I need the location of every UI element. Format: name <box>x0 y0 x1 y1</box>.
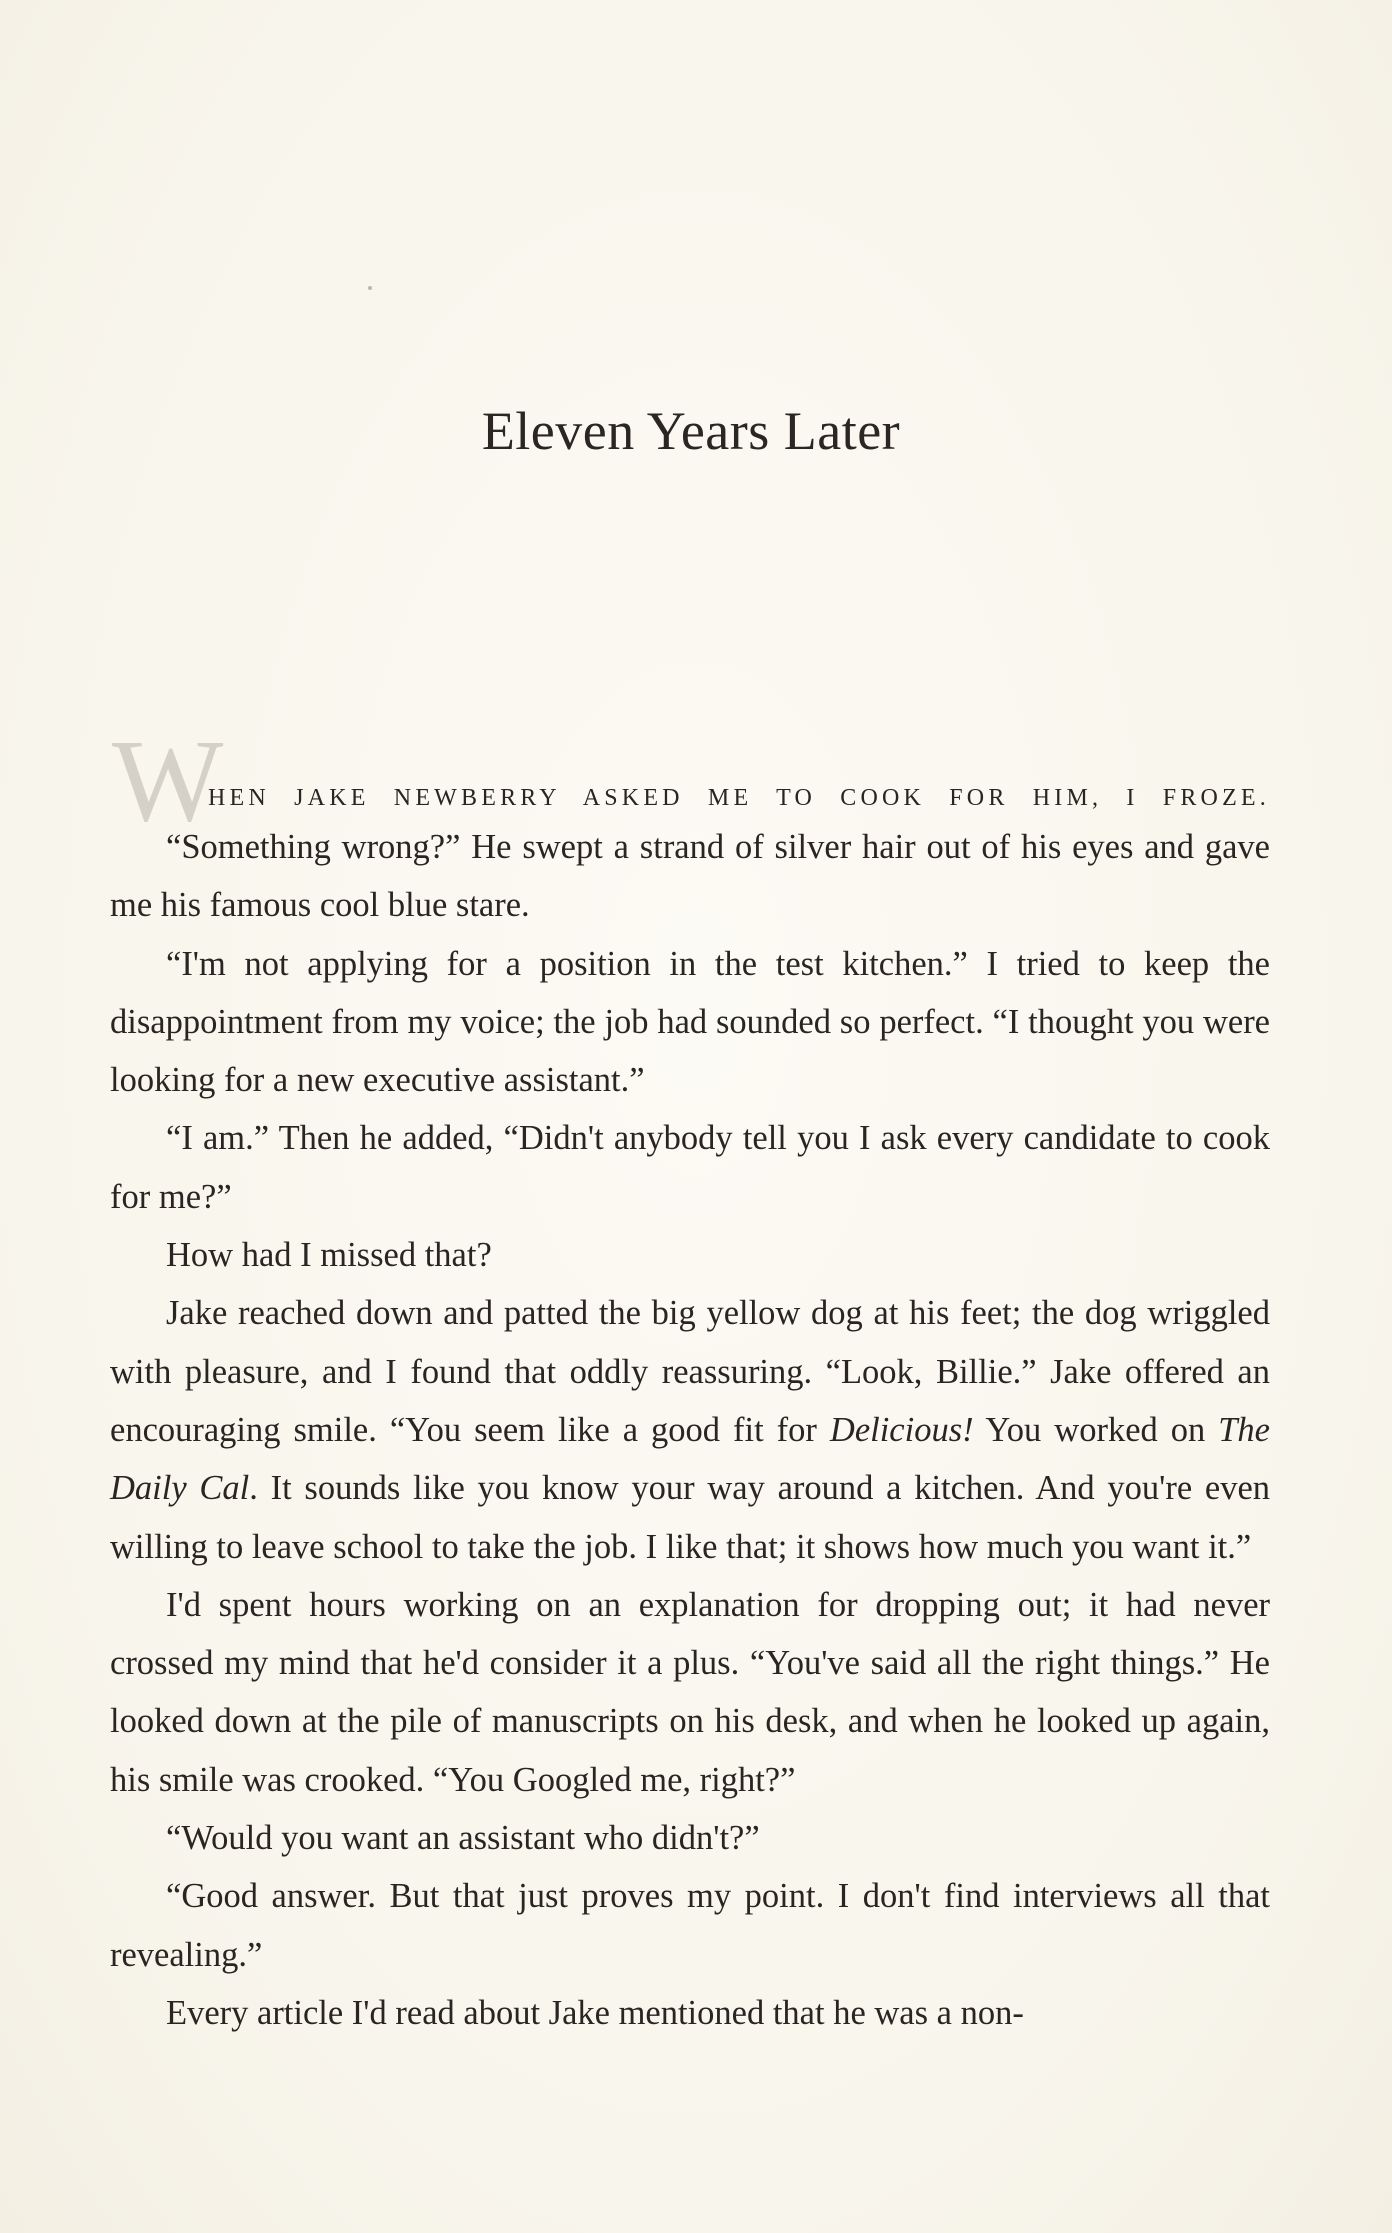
paragraph: “I am.” Then he added, “Didn't anybody tell you I ask every candidate to cook for me?” <box>110 1119 1270 1216</box>
italic-title: The Daily Cal <box>110 1410 1270 1508</box>
paper-speck <box>368 286 372 290</box>
paragraph: “I'm not applying for a position in the test kitchen.” I tried to keep the disappointment from my voice; the job had sounded so perfect. “I thought you were looking for a new executive assistant.” <box>110 944 1270 1100</box>
opening-line: HEN JAKE NEWBERRY ASKED ME TO COOK FOR HIM, I FROZE. <box>208 785 1270 811</box>
paragraph: I'd spent hours working on an explanation for dropping out; it had never crossed my mind that he'd consider it a plus. “You've said all the right things.” He looked down at the pile of manuscripts on his desk, and when he looked up again, his smile was crooked. “You Googled me, right?” <box>110 1585 1270 1799</box>
italic-title: Delicious! <box>829 1410 974 1449</box>
paragraph: Every article I'd read about Jake mentioned that he was a non- <box>166 1993 1024 2032</box>
body-text <box>110 782 1270 2042</box>
paragraph: “Good answer. But that just proves my point. I don't find interviews all that revealing.” <box>110 1877 1270 1974</box>
chapter-title: Eleven Years Later <box>481 401 901 461</box>
paragraph: “Would you want an assistant who didn't?” <box>166 1819 760 1858</box>
paragraph-text: You worked on <box>973 1410 1219 1449</box>
paragraph: How had I missed that? <box>166 1236 492 1275</box>
paragraph-text: . It sounds like you know your way around a kitchen. And you're even willing to leave school to take the job. I like that; it shows how much you want it.” <box>110 1469 1271 1566</box>
paragraph-text: Jake reached down and patted the big yellow dog at his feet; the dog wriggled with pleasure, and I found that oddly reassuring. “Look, Billie.” Jake offered an encouraging smile. “You seem like a good fit for <box>110 1294 1270 1449</box>
paragraph <box>110 1284 1270 1575</box>
paragraph: “Something wrong?” He swept a strand of silver hair out of his eyes and gave me his famous cool blue stare. <box>110 828 1270 925</box>
drop-cap: W <box>112 715 224 846</box>
